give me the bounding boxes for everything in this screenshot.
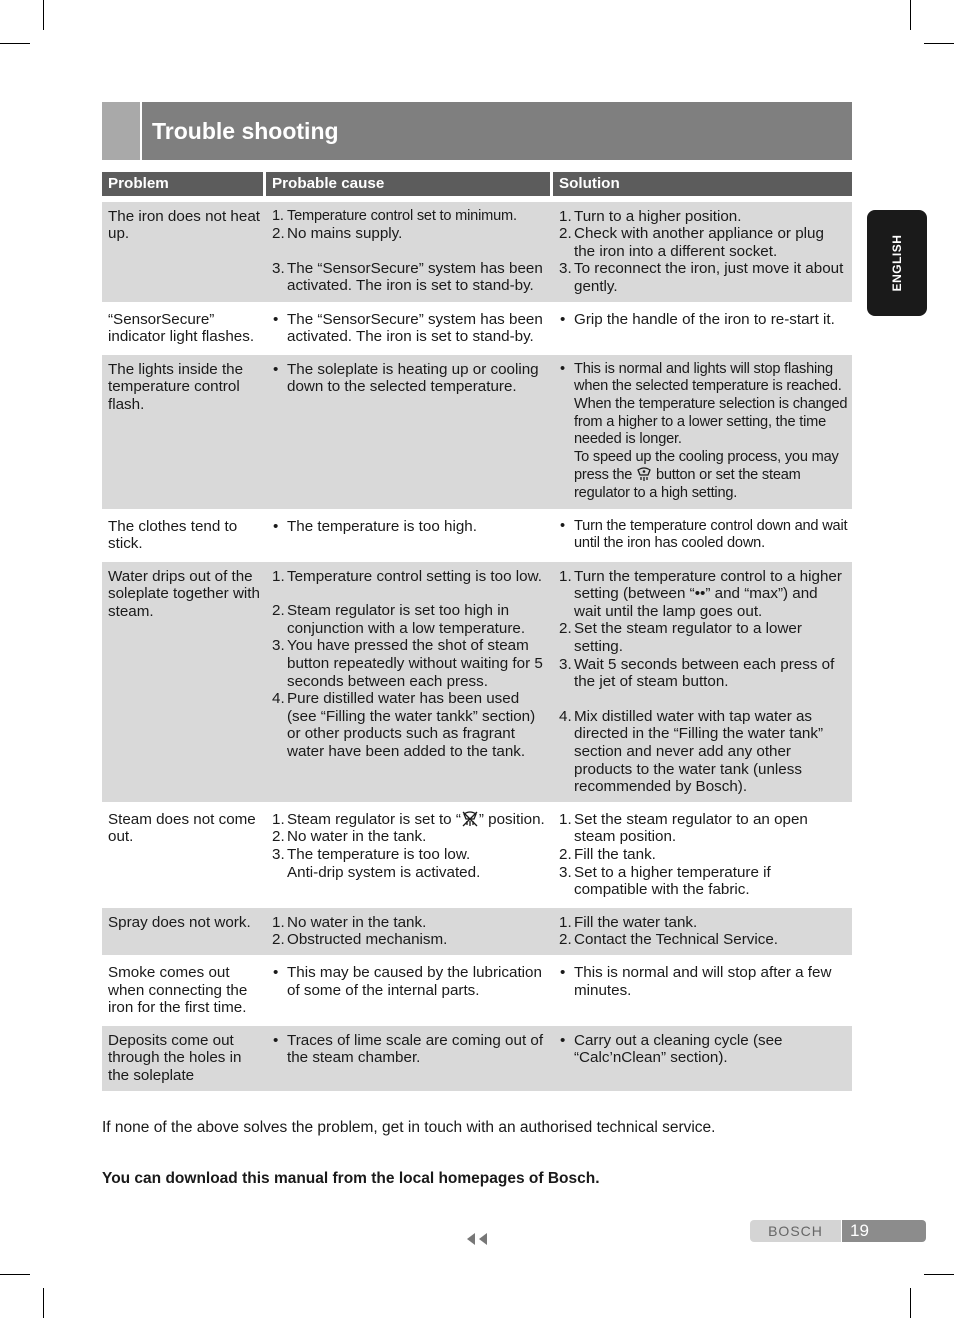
page-footer-badge (750, 1220, 926, 1242)
solution-item: • This is normal and will stop after a few minutes. (559, 964, 848, 999)
table-row (102, 955, 852, 1023)
table-header-row (102, 172, 852, 196)
solution-cell (553, 559, 852, 802)
solution-cell (553, 1023, 852, 1091)
solution-text: To speed up the cooling process, you may press the (574, 448, 839, 484)
cause-text: ” position. (478, 810, 545, 828)
problem-cell: The clothes tend to stick. (102, 509, 266, 559)
cause-text: Steam regulator is set to “ (287, 810, 461, 828)
solution-item: • Grip the handle of the iron to re-start it. (559, 311, 848, 329)
cause-item: • The soleplate is heating up or cooling down to the selected temperature. (272, 361, 549, 396)
column-header-problem: Problem (102, 172, 266, 196)
cause-item: 2. Steam regulator is set too high in conjunction with a low temperature. (272, 602, 549, 637)
title-separator (140, 102, 142, 160)
steam-shot-icon (636, 466, 652, 482)
cause-item: 1. No water in the tank. (272, 914, 549, 932)
cause-item: 2. No water in the tank. (272, 828, 549, 846)
page-back-icon[interactable] (465, 1232, 491, 1249)
troubleshooting-table (102, 172, 852, 1091)
cause-item: 1. Temperature control set to minimum. (272, 208, 549, 226)
brand-name: BOSCH (750, 1220, 841, 1242)
page-number: 19 (842, 1220, 926, 1242)
problem-cell: The iron does not heat up. (102, 196, 266, 302)
crop-mark (924, 1274, 954, 1275)
cause-cell (266, 1023, 553, 1091)
solution-item: • Carry out a cleaning cycle (see “Calc’nClean” section). (559, 1032, 848, 1067)
cause-item: • Traces of lime scale are coming out of the steam chamber. (272, 1032, 549, 1067)
solution-cell (553, 955, 852, 1023)
solution-text: button or set the steam regulator to a high setting. (574, 467, 801, 501)
solution-item: 3. Wait 5 seconds between each press of the jet of steam button. (559, 656, 848, 691)
title-accent-block (102, 102, 140, 160)
cause-item: 2. Obstructed mechanism. (272, 931, 549, 949)
solution-cell (553, 302, 852, 352)
cause-item: • This may be caused by the lubrication of some of the internal parts. (272, 964, 549, 999)
crop-mark (43, 0, 44, 30)
solution-cell (553, 509, 852, 559)
problem-cell: Steam does not come out. (102, 802, 266, 905)
column-header-cause: Probable cause (266, 172, 553, 196)
cause-cell (266, 905, 553, 955)
cause-item: 3. The “SensorSecure” system has been activated. The iron is set to stand-by. (272, 260, 549, 295)
section-title-bar (102, 102, 852, 160)
cause-item: 3. You have pressed the shot of steam button repeatedly without waiting for 5 seconds between each press. (272, 637, 549, 690)
cause-cell (266, 352, 553, 509)
solution-text: This is normal and lights will stop flashing when the selected temperature is reached. (574, 360, 842, 395)
solution-item: 2. Contact the Technical Service. (559, 931, 848, 949)
cause-item: • The temperature is too high. (272, 518, 549, 536)
table-row (102, 352, 852, 509)
cause-text: The temperature is too low. (287, 846, 471, 863)
solution-item: 1. Fill the water tank. (559, 914, 848, 932)
solution-item (559, 361, 848, 503)
problem-cell: Water drips out of the soleplate together with steam. (102, 559, 266, 802)
steam-off-icon (461, 811, 479, 827)
solution-text: When the temperature selection is changed from a higher to a lower setting, the time needed is longer. (574, 395, 848, 448)
language-tab (867, 210, 927, 316)
cause-item: 1. Temperature control setting is too low. (272, 568, 549, 586)
cause-item (272, 846, 549, 881)
double-left-arrow-icon (465, 1232, 491, 1246)
crop-mark (0, 43, 30, 44)
table-row (102, 196, 852, 302)
solution-item: 4. Mix distilled water with tap water as directed in the “Filling the water tank” section and never add any other products to the water tank (unless recommended by Bosch). (559, 708, 848, 796)
solution-item: 1. Turn to a higher position. (559, 208, 848, 226)
cause-item: 2. No mains supply. (272, 225, 549, 243)
table-row (102, 559, 852, 802)
problem-cell: Spray does not work. (102, 905, 266, 955)
problem-cell: The lights inside the temperature control flash. (102, 352, 266, 509)
solution-item: 1. Turn the temperature control to a higher setting (between “••” and “max”) and wait until the lamp goes out. (559, 568, 848, 621)
cause-cell (266, 955, 553, 1023)
solution-item: 3. Set to a higher temperature if compatible with the fabric. (559, 864, 848, 899)
cause-cell (266, 302, 553, 352)
crop-mark (43, 1288, 44, 1318)
cause-cell (266, 802, 553, 905)
table-row (102, 905, 852, 955)
cause-cell (266, 559, 553, 802)
cause-cell (266, 196, 553, 302)
language-tab-label: ENGLISH (890, 234, 904, 292)
solution-item: 2. Fill the tank. (559, 846, 848, 864)
table-row (102, 802, 852, 905)
solution-cell (553, 196, 852, 302)
solution-item: 3. To reconnect the iron, just move it about gently. (559, 260, 848, 295)
cause-item: 4. Pure distilled water has been used (see “Filling the water tankk” section) or other products such as fragrant water have been added to the tank. (272, 690, 549, 760)
crop-mark (910, 1288, 911, 1318)
crop-mark (924, 43, 954, 44)
solution-item: • Turn the temperature control down and wait until the iron has cooled down. (559, 518, 848, 553)
cause-item (272, 811, 549, 829)
table-row (102, 302, 852, 352)
cause-item: • The “SensorSecure” system has been activated. The iron is set to stand-by. (272, 311, 549, 346)
problem-cell: Smoke comes out when connecting the iron for the first time. (102, 955, 266, 1023)
solution-cell (553, 352, 852, 509)
page-title: Trouble shooting (152, 118, 339, 144)
crop-mark (0, 1274, 30, 1275)
solution-item: 2. Check with another appliance or plug the iron into a different socket. (559, 225, 848, 260)
table-row (102, 509, 852, 559)
solution-cell (553, 802, 852, 905)
download-note: You can download this manual from the local homepages of Bosch. (102, 1170, 600, 1187)
problem-cell: Deposits come out through the holes in the soleplate (102, 1023, 266, 1091)
solution-item: 1. Set the steam regulator to an open steam position. (559, 811, 848, 846)
service-note: If none of the above solves the problem, get in touch with an authorised technical service. (102, 1119, 716, 1136)
solution-item: 2. Set the steam regulator to a lower setting. (559, 620, 848, 655)
cause-text: Anti-drip system is activated. (287, 863, 481, 881)
solution-cell (553, 905, 852, 955)
table-row (102, 1023, 852, 1091)
problem-cell: “SensorSecure” indicator light flashes. (102, 302, 266, 352)
cause-cell (266, 509, 553, 559)
column-header-solution: Solution (553, 172, 852, 196)
crop-mark (910, 0, 911, 30)
